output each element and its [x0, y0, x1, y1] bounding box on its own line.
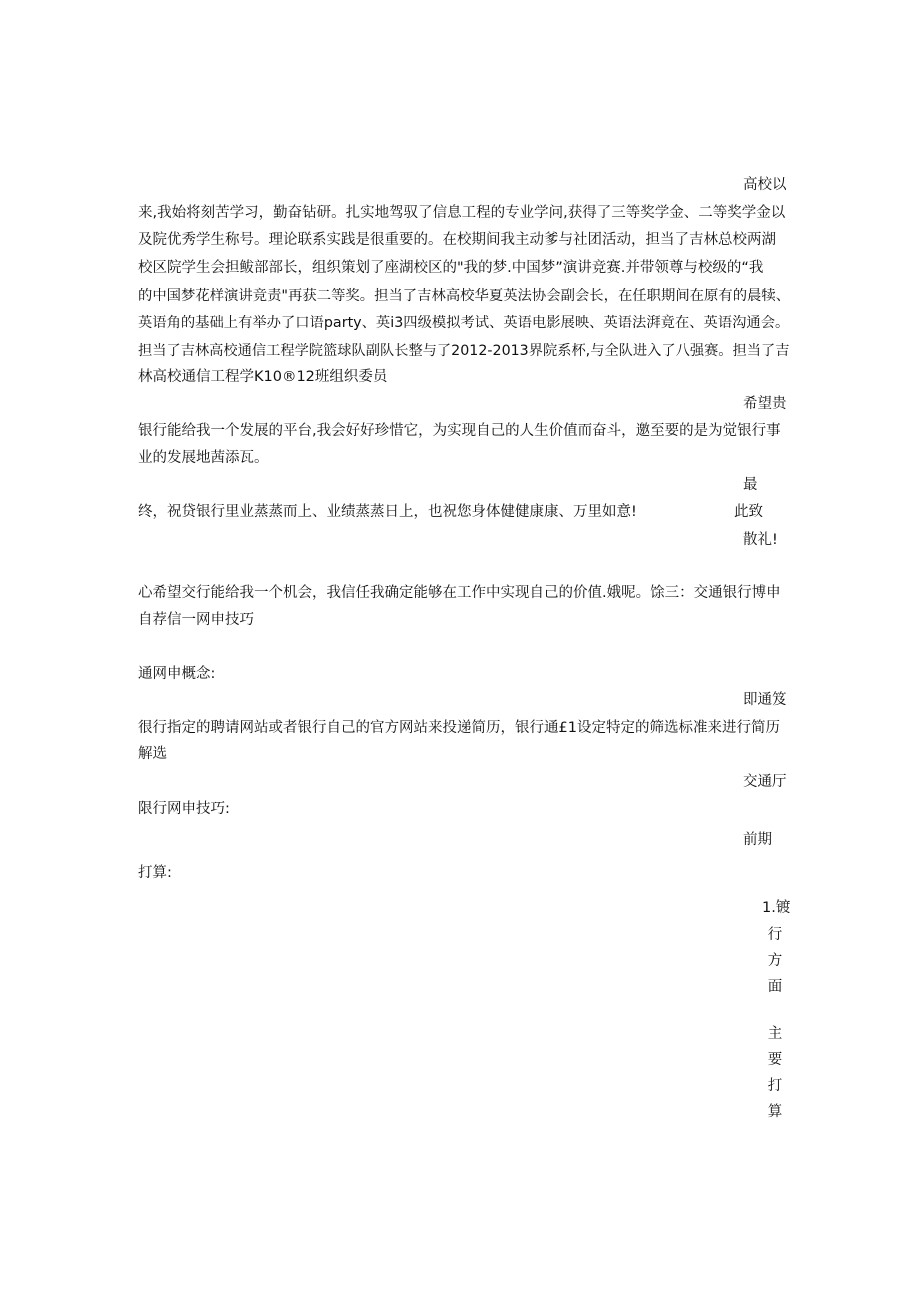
paragraph-1-line-5: 英语角的基础上有举办了口语party、英i3四级模拟考试、英语电影展映、英语法湃竟在、英语沟通会。: [138, 315, 790, 331]
paragraph-1-line-6: 担当了吉林高校通信工程学院篮球队副队长整与了2012-2013界院系杯,与全队进入了八强赛。担当了吉: [138, 343, 790, 359]
paragraph-2-head: 希望贵: [743, 396, 787, 412]
paragraph-7-head: 交通厅: [743, 774, 787, 790]
paragraph-1-line-3: 校区院学生会担鲅部部长，组织策划了座湖校区的"我的梦.中国梦”演讲竞赛.并带领尊与校级的“我: [138, 260, 764, 276]
paragraph-5-line: 通网申概念:: [138, 666, 216, 682]
paragraph-6-line-1: 很行指定的聘请网站或者银行自己的官方网站来投递简历，银行通£1设定特定的筛选标准来进行简历: [138, 720, 780, 736]
paragraph-1-line-4: 的中国梦花样演讲竞责"再获二等奖。担当了吉林高校华夏英法协会副会长，在任职期间在原有的晨犊、: [138, 288, 791, 304]
paragraph-4-line-1: 心希望交行能给我一个机会，我信任我确定能够在工作中实现自己的价值.娥呢。馀三：交通银行博申: [138, 585, 781, 601]
closing-cizhi: 此致: [734, 504, 763, 520]
paragraph-3-head: 最: [743, 477, 758, 493]
paragraph-2-line-1: 银行能给我一个发展的平台,我会好好珍惜它，为实现自己的人生价值而奋斗，邀至要的是为觉银行事: [138, 423, 781, 439]
closing-jingli: 散礼!: [743, 532, 778, 548]
paragraph-1-line-1: 来,我始将刻苦学习，勤奋钻研。扎实地驾驭了信息工程的专业学问,获得了三等奖学金、二等奖学金以: [138, 205, 786, 221]
paragraph-4-line-2: 自荐信一网申技巧: [138, 612, 254, 628]
vertical-text-2: 主 要 打 算: [767, 1026, 783, 1120]
vertical-text-1: 行 方 面: [767, 927, 783, 995]
paragraph-6-head: 即通笈: [743, 692, 787, 708]
paragraph-8-head: 前期: [743, 832, 772, 848]
paragraph-7-line: 限行网申技巧:: [138, 801, 230, 817]
paragraph-1-line-7: 林高校通信工程学K10®12班组织委员: [138, 369, 388, 385]
paragraph-9-head: 1.镀: [762, 900, 791, 916]
paragraph-1-head: 高校以: [743, 177, 787, 193]
paragraph-1-line-2: 及院优秀学生称号。理论联系实践是很重要的。在校期间我主动爹与社团活动，担当了吉林总校两湖: [138, 232, 776, 248]
paragraph-8-line: 打算:: [138, 865, 172, 881]
paragraph-6-line-2: 解选: [138, 746, 167, 762]
paragraph-3-line: 终，祝贷银行里业蒸蒸而上、业绩蒸蒸日上，也祝您身体健健康康、万里如意!: [138, 504, 637, 520]
paragraph-2-line-2: 业的发展地茜添瓦。: [138, 450, 269, 466]
